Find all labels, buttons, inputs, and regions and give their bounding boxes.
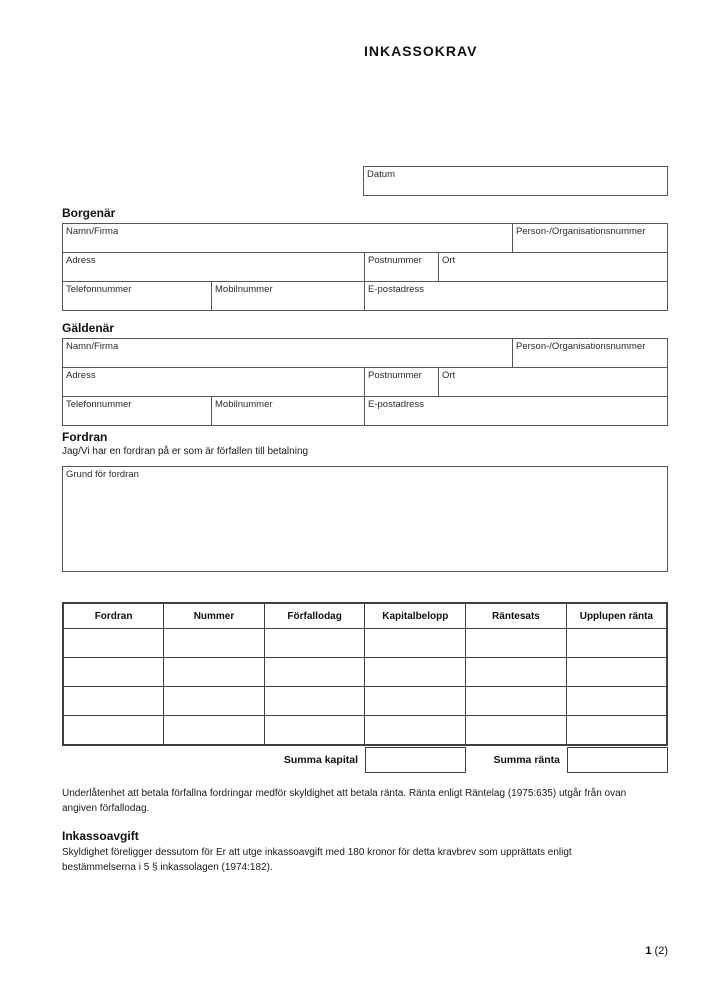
form-title: INKASSOKRAV [364,43,478,59]
galdenar-ort-label: Ort [442,370,456,381]
borgenar-telefon-field[interactable] [63,282,211,310]
claims-cell[interactable] [566,716,667,746]
galdenar-orgnr-field[interactable] [512,339,667,367]
claims-cell[interactable] [63,716,164,746]
galdenar-namn-field[interactable] [63,339,512,367]
claims-row [63,716,667,746]
borgenar-orgnr-label: Person-/Organisationsnummer [516,226,646,237]
galdenar-postnummer-field[interactable] [364,368,438,396]
galdenar-mobil-field[interactable] [211,397,364,425]
page-number-current: 1 [645,945,652,957]
claims-cell[interactable] [264,658,365,687]
summa-ranta-field[interactable] [567,747,668,773]
galdenar-epost-label: E-postadress [368,399,424,410]
borgenar-heading: Borgenär [62,206,116,220]
galdenar-mobil-label: Mobilnummer [215,399,273,410]
claims-cell[interactable] [63,658,164,687]
claims-col-upplupen-ranta: Upplupen ränta [566,603,667,629]
galdenar-heading: Gäldenär [62,321,115,335]
claims-cell[interactable] [466,629,567,658]
claims-cell[interactable] [264,716,365,746]
borgenar-namn-label: Namn/Firma [66,226,119,237]
claims-header-row [63,603,667,629]
borgenar-mobil-label: Mobilnummer [215,284,273,295]
galdenar-box [62,338,668,426]
claims-cell[interactable] [365,687,466,716]
claims-cell[interactable] [365,658,466,687]
claims-col-forfallodag: Förfallodag [264,603,365,629]
galdenar-adress-field[interactable] [63,368,364,396]
claims-cell[interactable] [264,629,365,658]
borgenar-row-3 [63,281,667,310]
borgenar-mobil-field[interactable] [211,282,364,310]
borgenar-ort-label: Ort [442,255,456,266]
page-number-total: (2) [654,945,668,957]
claims-cell[interactable] [566,687,667,716]
galdenar-adress-label: Adress [66,370,96,381]
grund-for-fordran-field[interactable] [62,466,668,572]
claims-cell[interactable] [466,658,567,687]
claims-table [62,602,668,746]
galdenar-row-2 [63,367,667,396]
claims-cell[interactable] [365,629,466,658]
galdenar-row-3 [63,396,667,425]
borgenar-adress-label: Adress [66,255,96,266]
borgenar-box [62,223,668,311]
claims-cell[interactable] [63,687,164,716]
borgenar-postnummer-label: Postnummer [368,255,422,266]
claims-row [63,629,667,658]
galdenar-row-1 [63,339,667,367]
claims-cell[interactable] [164,658,265,687]
claims-col-fordran: Fordran [63,603,164,629]
claims-row [63,687,667,716]
borgenar-epost-field[interactable] [364,282,667,310]
claims-cell[interactable] [365,716,466,746]
galdenar-telefon-field[interactable] [63,397,211,425]
galdenar-postnummer-label: Postnummer [368,370,422,381]
borgenar-row-1 [63,224,667,252]
galdenar-namn-label: Namn/Firma [66,341,119,352]
summa-kapital-label: Summa kapital [283,754,358,766]
borgenar-ort-field[interactable] [438,253,667,281]
fordran-intro: Jag/Vi har en fordran på er som är förfallen till betalning [62,446,309,457]
claims-cell[interactable] [264,687,365,716]
fordran-heading: Fordran [62,430,108,444]
page-number [568,945,668,957]
borgenar-postnummer-field[interactable] [364,253,438,281]
borgenar-row-2 [63,252,667,281]
datum-field[interactable] [363,166,668,196]
datum-label: Datum [367,169,395,180]
borgenar-orgnr-field[interactable] [512,224,667,252]
claims-cell[interactable] [164,716,265,746]
borgenar-telefon-label: Telefonnummer [66,284,132,295]
claims-cell[interactable] [466,687,567,716]
claims-cell[interactable] [566,629,667,658]
claims-col-kapitalbelopp: Kapitalbelopp [365,603,466,629]
summa-ranta-label: Summa ränta [493,754,560,766]
galdenar-ort-field[interactable] [438,368,667,396]
borgenar-namn-field[interactable] [63,224,512,252]
claims-cell[interactable] [466,716,567,746]
inkassoavgift-note: Skyldighet föreligger dessutom för Er att utge inkassoavgift med 180 kronor för detta kravbrev som upprättats enligt bestämmelserna i 5 § inkassolagen (1974:182). [62,847,572,873]
claims-row [63,658,667,687]
claims-cell[interactable] [164,687,265,716]
borgenar-epost-label: E-postadress [368,284,424,295]
claims-col-nummer: Nummer [164,603,265,629]
grund-for-fordran-label: Grund för fordran [66,469,139,480]
claims-cell[interactable] [566,658,667,687]
ranta-note: Underlåtenhet att betala förfallna fordringar medför skyldighet att betala ränta. Ränta enligt Räntelag (1975:635) utgår från ovan angiven förfallodag. [62,788,627,814]
inkassoavgift-heading: Inkassoavgift [62,829,139,843]
claims-cell[interactable] [164,629,265,658]
galdenar-epost-field[interactable] [364,397,667,425]
galdenar-orgnr-label: Person-/Organisationsnummer [516,341,646,352]
galdenar-telefon-label: Telefonnummer [66,399,132,410]
borgenar-adress-field[interactable] [63,253,364,281]
claims-col-rantesats: Räntesats [466,603,567,629]
claims-cell[interactable] [63,629,164,658]
